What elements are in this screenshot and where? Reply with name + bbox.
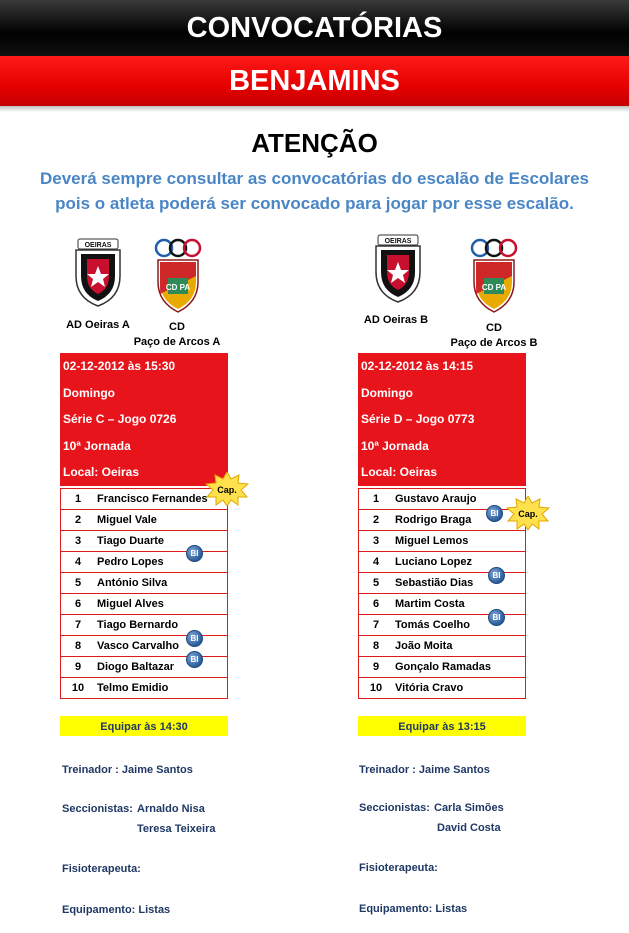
away-team-label: CD Paço de Arcos A (133, 321, 221, 348)
table-row (61, 594, 228, 615)
player-name: Tomás Coelho (393, 615, 526, 636)
game-info-box (60, 353, 228, 486)
player-number: 9 (61, 657, 96, 678)
svg-text:CD PA: CD PA (165, 283, 191, 292)
bi-badge-icon: BI (186, 630, 203, 647)
game-venue: Local: Oeiras (361, 465, 438, 480)
game-date-time: 02-12-2012 às 15:30 (63, 359, 176, 373)
captain-badge-icon (205, 472, 249, 506)
table-row (61, 531, 228, 552)
notice-line-1: Deverá sempre consultar as convocatórias do escalão de Escolares (40, 169, 589, 188)
player-number: 2 (61, 510, 96, 531)
game-series: Série D – Jogo 0773 (361, 412, 475, 427)
title-banner: CONVOCATÓRIAS (0, 0, 629, 56)
game-day: Domingo (361, 385, 413, 400)
player-number: 3 (359, 531, 394, 552)
bi-badge-icon: BI (186, 651, 203, 668)
svg-text:Cap.: Cap. (217, 485, 237, 495)
oeiras-crest-icon (374, 232, 422, 304)
sectionists-label: Seccionistas: (62, 803, 133, 815)
table-row (359, 531, 526, 552)
subtitle-banner: BENJAMINS (0, 56, 629, 106)
home-team-label: AD Oeiras B (363, 314, 429, 326)
table-row (61, 573, 228, 594)
paco-de-arcos-crest-icon (466, 236, 522, 314)
player-name: Miguel Vale (95, 510, 228, 531)
player-number: 7 (61, 615, 96, 636)
game-date-time: 02-12-2012 às 14:15 (361, 359, 474, 373)
player-number: 4 (359, 552, 394, 573)
player-name: Vitória Cravo (393, 678, 526, 699)
sectionists-label: Seccionistas: (359, 802, 430, 814)
player-name: Miguel Lemos (393, 531, 526, 552)
player-number: 1 (359, 489, 394, 510)
game-series: Série C – Jogo 0726 (63, 412, 177, 427)
table-row (359, 678, 526, 699)
player-name: Vasco Carvalho (95, 636, 228, 657)
player-name: Telmo Emidio (95, 678, 228, 699)
game-round: 10ª Jornada (63, 438, 131, 453)
player-number: 2 (359, 510, 394, 531)
svg-text:OEIRAS: OEIRAS (84, 242, 112, 249)
player-name: Miguel Alves (95, 594, 228, 615)
sectionist-name: David Costa (437, 822, 501, 834)
player-number: 3 (61, 531, 96, 552)
oeiras-crest-icon (74, 236, 122, 308)
game-venue: Local: Oeiras (63, 465, 140, 480)
player-number: 8 (61, 636, 96, 657)
table-row (61, 489, 228, 510)
player-name: Sebastião Dias (393, 573, 526, 594)
player-name: Francisco Fernandes (95, 489, 228, 510)
table-row (61, 678, 228, 699)
svg-text:CD PA: CD PA (481, 283, 507, 292)
table-row (359, 489, 526, 510)
attention-heading: ATENÇÃO (251, 128, 378, 158)
player-number: 7 (359, 615, 394, 636)
table-row (61, 615, 228, 636)
kit-label: Equipamento: Listas (62, 904, 171, 916)
physio-label: Fisioterapeuta: (359, 862, 438, 874)
player-number: 6 (359, 594, 394, 615)
bi-badge-icon: BI (486, 505, 503, 522)
player-number: 10 (61, 678, 96, 699)
player-name: João Moita (393, 636, 526, 657)
player-number: 5 (61, 573, 96, 594)
player-name: António Silva (95, 573, 228, 594)
player-list (358, 488, 526, 699)
bi-badge-icon: BI (186, 545, 203, 562)
sectionist-name: Arnaldo Nisa (137, 803, 205, 815)
player-name: Diogo Baltazar (95, 657, 228, 678)
player-name: Gustavo Araujo (393, 489, 526, 510)
player-name: Rodrigo Braga (393, 510, 526, 531)
kit-label: Equipamento: Listas (359, 903, 468, 915)
coach-label: Treinador : Jaime Santos (62, 764, 193, 776)
player-number: 4 (61, 552, 96, 573)
player-list (60, 488, 228, 699)
svg-text:OEIRAS: OEIRAS (384, 238, 412, 245)
home-team-label: AD Oeiras A (66, 319, 130, 331)
player-name: Martim Costa (393, 594, 526, 615)
table-row (359, 657, 526, 678)
player-name: Luciano Lopez (393, 552, 526, 573)
captain-badge-icon (506, 496, 550, 530)
notice-line-2: pois o atleta poderá ser convocado para jogar por esse escalão. (55, 194, 574, 213)
sectionist-name: Carla Simões (434, 802, 504, 814)
player-name: Tiago Bernardo (95, 615, 228, 636)
table-row (359, 636, 526, 657)
player-name: Gonçalo Ramadas (393, 657, 526, 678)
table-row (61, 510, 228, 531)
player-number: 6 (61, 594, 96, 615)
player-number: 5 (359, 573, 394, 594)
player-number: 1 (61, 489, 96, 510)
svg-text:Cap.: Cap. (518, 509, 538, 519)
paco-de-arcos-crest-icon (150, 236, 206, 314)
player-number: 8 (359, 636, 394, 657)
physio-label: Fisioterapeuta: (62, 863, 141, 875)
away-team-label: CD Paço de Arcos B (450, 322, 538, 349)
bi-badge-icon: BI (488, 567, 505, 584)
game-day: Domingo (63, 385, 115, 400)
bi-badge-icon: BI (488, 609, 505, 626)
player-name: Tiago Duarte (95, 531, 228, 552)
equip-time: Equipar às 14:30 (60, 716, 228, 736)
sectionist-name: Teresa Teixeira (137, 823, 216, 835)
coach-label: Treinador : Jaime Santos (359, 764, 490, 776)
equip-time: Equipar às 13:15 (358, 716, 526, 736)
player-number: 9 (359, 657, 394, 678)
player-name: Pedro Lopes (95, 552, 228, 573)
game-info-box (358, 353, 526, 486)
game-round: 10ª Jornada (361, 438, 429, 453)
player-number: 10 (359, 678, 394, 699)
